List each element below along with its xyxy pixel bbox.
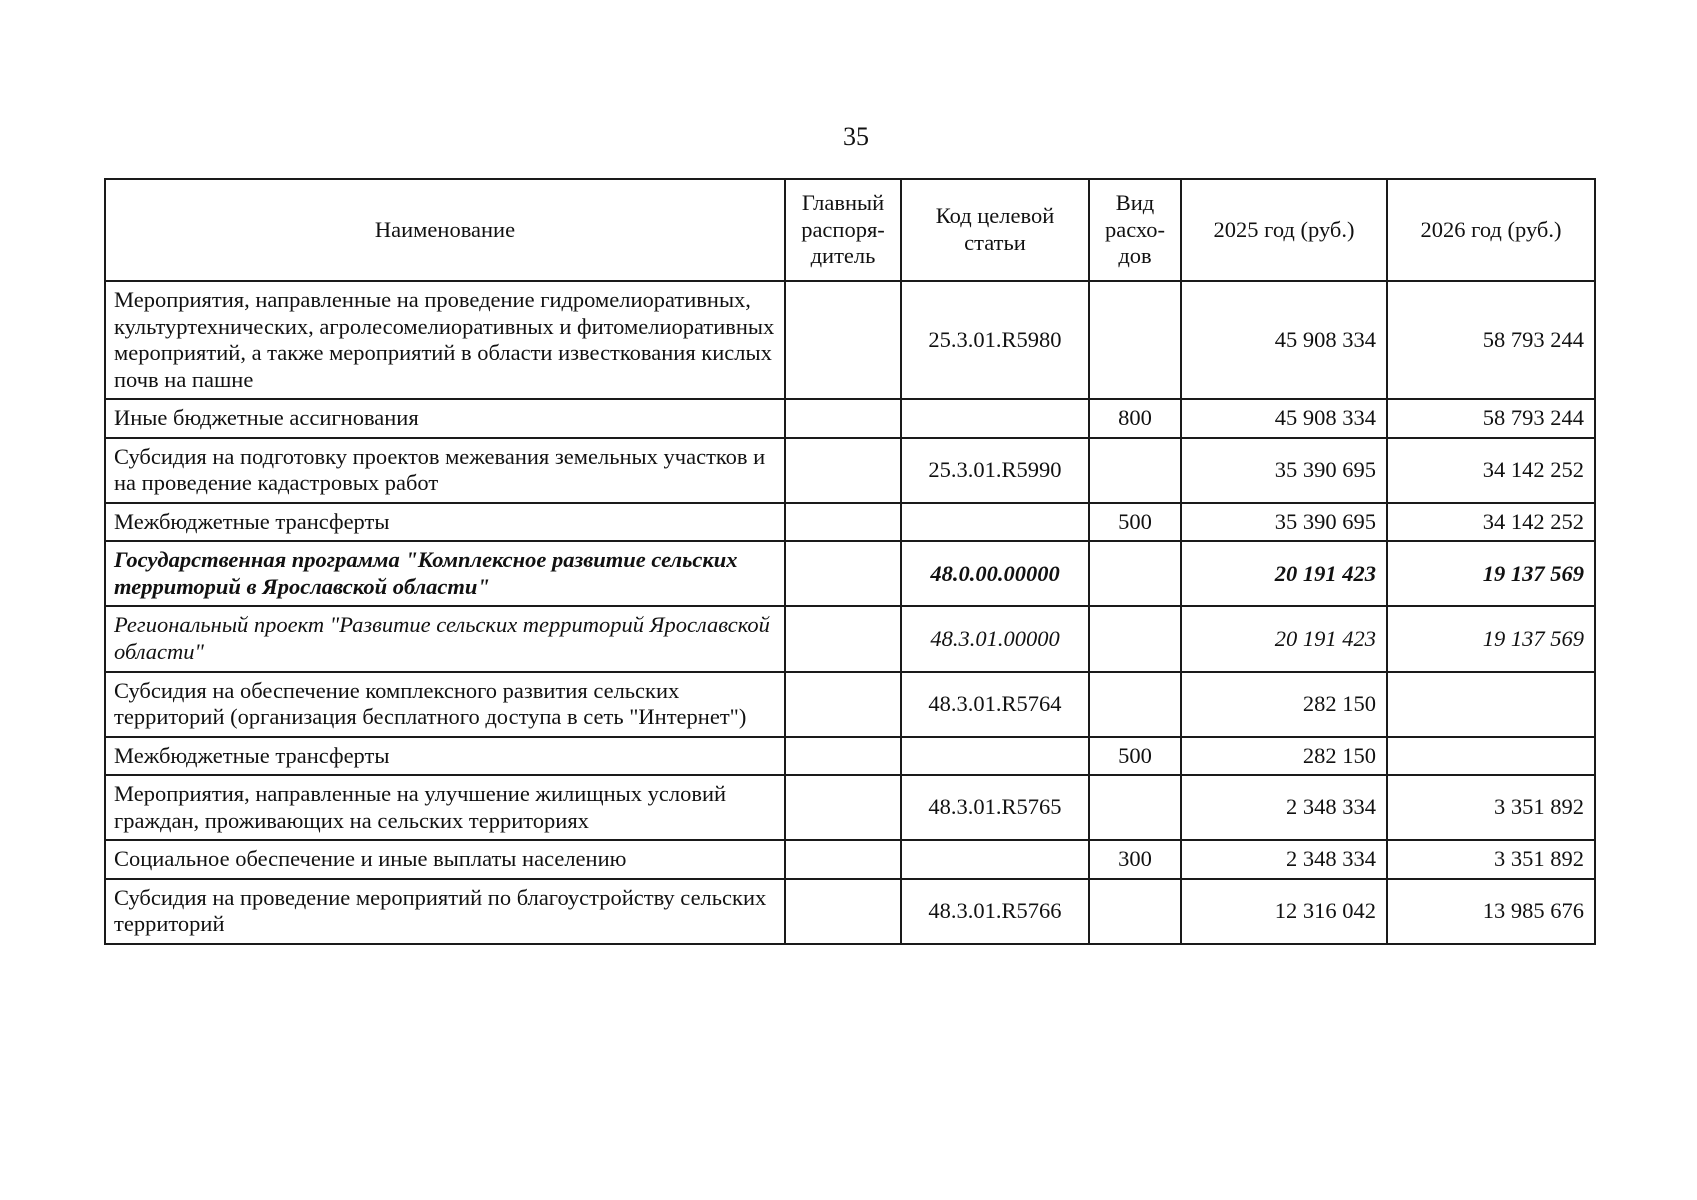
cell-name: Социальное обеспечение и иные выплаты населению — [105, 840, 785, 879]
cell-2026: 19 137 569 — [1387, 606, 1595, 671]
cell-expense-type — [1089, 775, 1181, 840]
cell-manager — [785, 775, 901, 840]
table-row — [105, 606, 1595, 671]
cell-2026: 3 351 892 — [1387, 840, 1595, 879]
cell-code — [901, 399, 1089, 438]
cell-2025: 45 908 334 — [1181, 281, 1387, 399]
cell-code: 48.3.01.R5766 — [901, 879, 1089, 944]
cell-manager — [785, 438, 901, 503]
header-manager: Главный распоря-дитель — [785, 179, 901, 281]
page-number: 35 — [843, 122, 869, 151]
cell-manager — [785, 503, 901, 542]
cell-code: 48.3.01.00000 — [901, 606, 1089, 671]
header-expense-type: Вид расхо-дов — [1089, 179, 1181, 281]
cell-manager — [785, 399, 901, 438]
cell-name: Государственная программа "Комплексное развитие сельских территорий в Ярославской области" — [105, 541, 785, 606]
cell-name: Иные бюджетные ассигнования — [105, 399, 785, 438]
cell-expense-type: 500 — [1089, 503, 1181, 542]
cell-code: 48.3.01.R5765 — [901, 775, 1089, 840]
cell-expense-type: 500 — [1089, 737, 1181, 776]
cell-expense-type — [1089, 541, 1181, 606]
cell-code — [901, 503, 1089, 542]
cell-expense-type — [1089, 281, 1181, 399]
cell-2025: 12 316 042 — [1181, 879, 1387, 944]
cell-2025: 20 191 423 — [1181, 541, 1387, 606]
cell-2026: 13 985 676 — [1387, 879, 1595, 944]
cell-name: Мероприятия, направленные на улучшение жилищных условий граждан, проживающих на сельских территориях — [105, 775, 785, 840]
cell-2026 — [1387, 737, 1595, 776]
cell-code — [901, 840, 1089, 879]
cell-manager — [785, 281, 901, 399]
cell-manager — [785, 606, 901, 671]
cell-name: Субсидия на обеспечение комплексного развития сельских территорий (организация бесплатного доступа в сеть "Интернет") — [105, 672, 785, 737]
table-row — [105, 503, 1595, 542]
cell-2026: 58 793 244 — [1387, 281, 1595, 399]
header-code: Код целевой статьи — [901, 179, 1089, 281]
table-row — [105, 399, 1595, 438]
cell-2025: 2 348 334 — [1181, 840, 1387, 879]
cell-expense-type — [1089, 879, 1181, 944]
cell-2025: 282 150 — [1181, 672, 1387, 737]
cell-expense-type — [1089, 438, 1181, 503]
header-2025: 2025 год (руб.) — [1181, 179, 1387, 281]
table-row — [105, 879, 1595, 944]
table-row — [105, 775, 1595, 840]
cell-code: 48.3.01.R5764 — [901, 672, 1089, 737]
cell-expense-type: 800 — [1089, 399, 1181, 438]
table-body — [105, 281, 1595, 944]
table-header — [105, 179, 1595, 281]
cell-name: Субсидия на подготовку проектов межевания земельных участков и на проведение кадастровых работ — [105, 438, 785, 503]
header-name: Наименование — [105, 179, 785, 281]
cell-name: Региональный проект "Развитие сельских территорий Ярославской области" — [105, 606, 785, 671]
table-row — [105, 281, 1595, 399]
cell-manager — [785, 672, 901, 737]
cell-2025: 35 390 695 — [1181, 438, 1387, 503]
cell-expense-type: 300 — [1089, 840, 1181, 879]
cell-2026: 34 142 252 — [1387, 438, 1595, 503]
cell-name: Субсидия на проведение мероприятий по благоустройству сельских территорий — [105, 879, 785, 944]
cell-manager — [785, 737, 901, 776]
table-row — [105, 541, 1595, 606]
cell-2025: 35 390 695 — [1181, 503, 1387, 542]
cell-manager — [785, 541, 901, 606]
cell-name: Мероприятия, направленные на проведение гидромелиоративных, культуртехнических, агролесомелиоративных и фитомелиоративных мероприятий, а также мероприятий в области известкования кислых почв на пашне — [105, 281, 785, 399]
cell-2026: 58 793 244 — [1387, 399, 1595, 438]
budget-table — [104, 178, 1596, 945]
cell-2025: 282 150 — [1181, 737, 1387, 776]
table-row — [105, 438, 1595, 503]
header-2026: 2026 год (руб.) — [1387, 179, 1595, 281]
cell-2026: 3 351 892 — [1387, 775, 1595, 840]
cell-manager — [785, 840, 901, 879]
cell-code: 25.3.01.R5980 — [901, 281, 1089, 399]
cell-2025: 45 908 334 — [1181, 399, 1387, 438]
table-row — [105, 672, 1595, 737]
cell-2025: 20 191 423 — [1181, 606, 1387, 671]
cell-manager — [785, 879, 901, 944]
cell-code — [901, 737, 1089, 776]
cell-name: Межбюджетные трансферты — [105, 737, 785, 776]
cell-name: Межбюджетные трансферты — [105, 503, 785, 542]
cell-2026: 34 142 252 — [1387, 503, 1595, 542]
table-row — [105, 737, 1595, 776]
cell-expense-type — [1089, 606, 1181, 671]
cell-2026 — [1387, 672, 1595, 737]
header-row — [105, 179, 1595, 281]
cell-code: 48.0.00.00000 — [901, 541, 1089, 606]
cell-2025: 2 348 334 — [1181, 775, 1387, 840]
cell-expense-type — [1089, 672, 1181, 737]
cell-2026: 19 137 569 — [1387, 541, 1595, 606]
table-row — [105, 840, 1595, 879]
cell-code: 25.3.01.R5990 — [901, 438, 1089, 503]
